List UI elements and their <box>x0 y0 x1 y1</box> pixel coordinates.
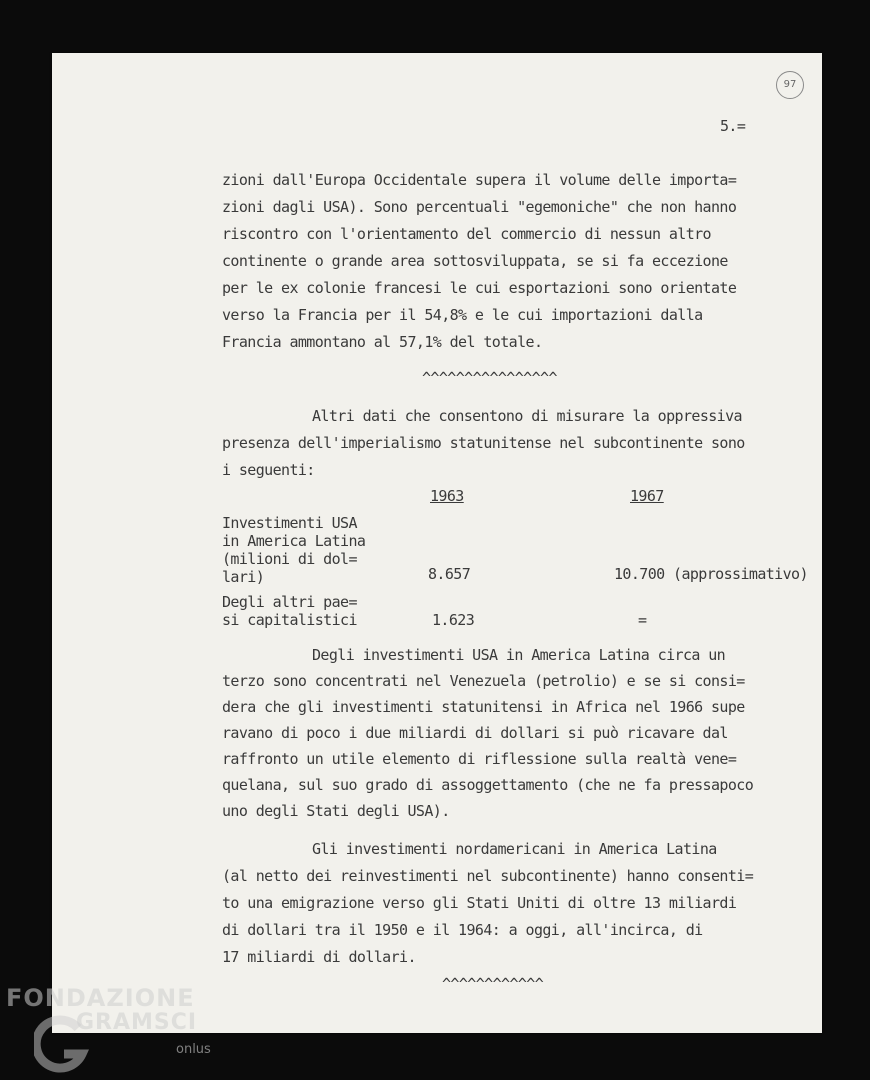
text-line: 17 miliardi di dollari. <box>222 948 416 966</box>
text-line: Investimenti USA <box>222 514 357 532</box>
table-value-others-1967: = <box>638 611 647 629</box>
table-header-1967: 1967 <box>630 487 664 505</box>
text-line: dera che gli investimenti statunitensi in Africa nel 1966 supe <box>222 698 745 716</box>
text-line: riscontro con l'orientamento del commercio di nessun altro <box>222 225 711 243</box>
table-header-1963: 1963 <box>430 487 464 505</box>
text-line: (al netto dei reinvestimenti nel subcontinente) hanno consenti= <box>222 867 754 885</box>
text-line: per le ex colonie francesi le cui esportazioni sono orientate <box>222 279 737 297</box>
text-line: di dollari tra il 1950 e il 1964: a oggi, all'incirca, di <box>222 921 703 939</box>
text-line: ravano di poco i due miliardi di dollari si può ricavare dal <box>222 724 728 742</box>
text-line: uno degli Stati degli USA). <box>222 802 450 820</box>
text-line: Degli investimenti USA in America Latina circa un <box>312 646 726 664</box>
document-page <box>52 53 822 1033</box>
text-line: zioni dagli USA). Sono percentuali "egemoniche" che non hanno <box>222 198 737 216</box>
text-line: presenza dell'imperialismo statunitense nel subcontinente sono <box>222 434 745 452</box>
text-line: verso la Francia per il 54,8% e le cui importazioni dalla <box>222 306 703 324</box>
text-line: in America Latina <box>222 532 366 550</box>
section-separator: ^^^^^^^^^^^^^^^^ <box>422 369 557 387</box>
text-line: quelana, sul suo grado di assoggettamento (che ne fa pressapoco <box>222 776 754 794</box>
text-line: zioni dall'Europa Occidentale supera il volume delle importa= <box>222 171 737 189</box>
table-value-others-1963: 1.623 <box>432 611 475 629</box>
archive-stamp: 97 <box>776 71 804 99</box>
text-line: Altri dati che consentono di misurare la oppressiva <box>312 407 742 425</box>
section-separator: ^^^^^^^^^^^^ <box>442 975 544 993</box>
text-line: si capitalistici <box>222 611 357 629</box>
text-line: terzo sono concentrati nel Venezuela (petrolio) e se si consi= <box>222 672 745 690</box>
logo-line-3: onlus <box>176 1042 211 1057</box>
text-line: lari) <box>222 568 265 586</box>
text-line: to una emigrazione verso gli Stati Uniti di oltre 13 miliardi <box>222 894 737 912</box>
fondazione-gramsci-logo <box>6 984 226 1074</box>
text-line: Francia ammontano al 57,1% del totale. <box>222 333 543 351</box>
text-line: Degli altri pae= <box>222 593 357 611</box>
logo-line-1: FONDAZIONE <box>6 984 195 1012</box>
page-number: 5.= <box>720 117 746 135</box>
text-line: raffronto un utile elemento di riflessione sulla realtà vene= <box>222 750 737 768</box>
text-line: (milioni di dol= <box>222 550 357 568</box>
table-value-usa-1967: 10.700 (approssimativo) <box>614 565 808 583</box>
text-line: continente o grande area sottosviluppata, se si fa eccezione <box>222 252 728 270</box>
logo-line-2: GRAMSCI <box>76 1010 198 1035</box>
table-value-usa-1963: 8.657 <box>428 565 471 583</box>
text-line: i seguenti: <box>222 461 315 479</box>
text-line: Gli investimenti nordamericani in America Latina <box>312 840 717 858</box>
